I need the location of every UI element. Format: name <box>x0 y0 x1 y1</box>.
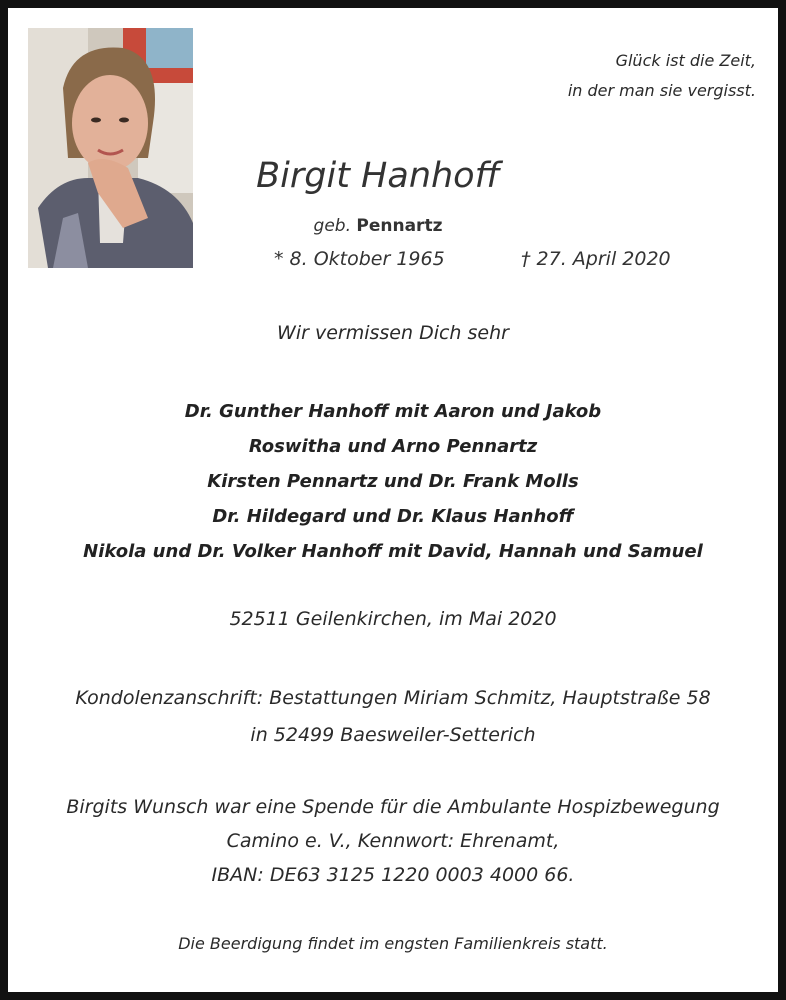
donation-info <box>8 790 778 892</box>
condolence-address <box>8 680 778 754</box>
quote-line-2: in der man sie vergisst. <box>567 81 756 100</box>
condolence-line-2: in 52499 Baesweiler-Setterich <box>250 724 536 746</box>
family-member: Nikola und Dr. Volker Hanhoff mit David, Hannah und Samuel <box>83 541 703 562</box>
maiden-name-line <box>118 216 638 236</box>
family-member: Roswitha und Arno Pennartz <box>248 436 538 457</box>
funeral-note: Die Beerdigung findet im engsten Familienkreis statt. <box>178 934 608 953</box>
family-list <box>8 394 778 569</box>
maiden-name: Pennartz <box>356 216 443 236</box>
family-member: Dr. Hildegard und Dr. Klaus Hanhoff <box>212 506 574 527</box>
donation-line-3: IBAN: DE63 3125 1220 0003 4000 66. <box>211 864 575 886</box>
family-member: Dr. Gunther Hanhoff mit Aaron und Jakob <box>184 401 602 422</box>
place-date: 52511 Geilenkirchen, im Mai 2020 <box>229 608 557 630</box>
born-prefix: geb. <box>313 216 351 236</box>
donation-line-2: Camino e. V., Kennwort: Ehrenamt, <box>226 830 560 852</box>
donation-line-1: Birgits Wunsch war eine Spende für die Ambulante Hospizbewegung <box>66 796 720 818</box>
message: Wir vermissen Dich sehr <box>277 322 509 344</box>
birth-date: * 8. Oktober 1965 <box>274 248 445 270</box>
quote-line-1: Glück ist die Zeit, <box>615 51 756 70</box>
deceased-name: Birgit Hanhoff <box>256 156 500 196</box>
family-member: Kirsten Pennartz und Dr. Frank Molls <box>207 471 579 492</box>
quote <box>568 46 756 106</box>
death-date: † 27. April 2020 <box>521 248 671 270</box>
condolence-line-1: Kondolenzanschrift: Bestattungen Miriam Schmitz, Hauptstraße 58 <box>75 687 711 709</box>
